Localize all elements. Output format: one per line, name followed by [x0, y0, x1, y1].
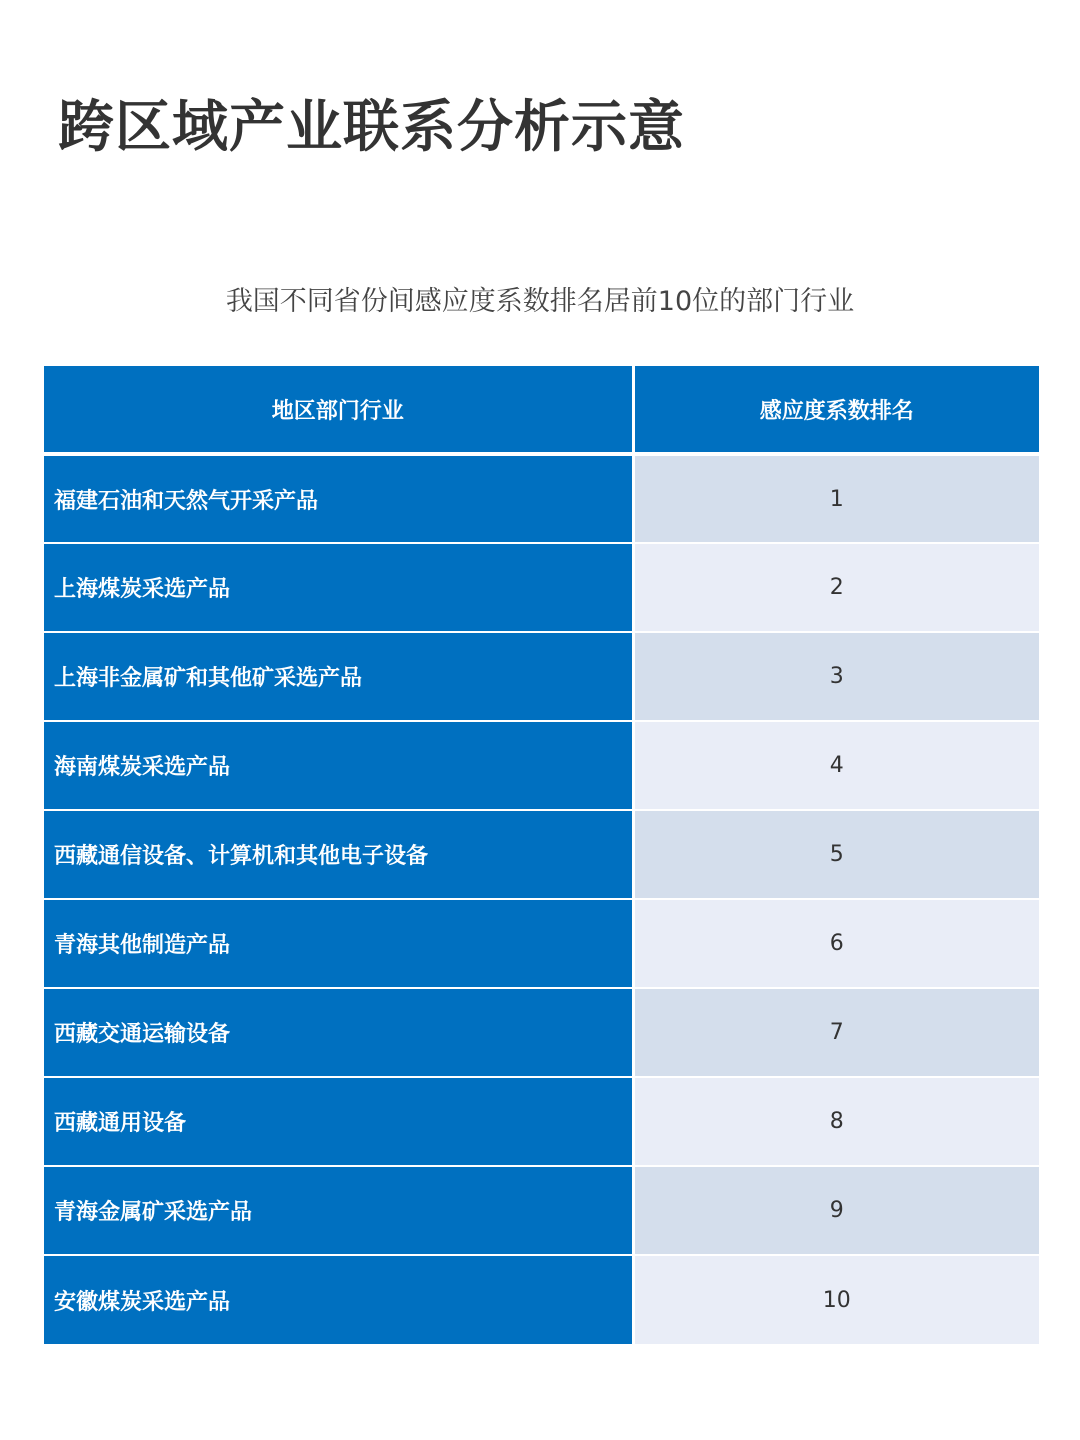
rank-cell: 7 [633, 988, 1039, 1077]
sector-cell: 安徽煤炭采选产品 [44, 1255, 633, 1344]
rank-cell: 6 [633, 899, 1039, 988]
table-row [44, 1077, 1039, 1166]
rank-cell: 1 [633, 454, 1039, 543]
sector-cell: 西藏通信设备、计算机和其他电子设备 [44, 810, 633, 899]
rank-cell: 10 [633, 1255, 1039, 1344]
sector-cell: 海南煤炭采选产品 [44, 721, 633, 810]
sector-cell: 西藏通用设备 [44, 1077, 633, 1166]
table-row [44, 454, 1039, 543]
rank-cell: 8 [633, 1077, 1039, 1166]
table-header [44, 366, 1039, 454]
sector-cell: 上海非金属矿和其他矿采选产品 [44, 632, 633, 721]
table-row [44, 1255, 1039, 1344]
sector-cell: 福建石油和天然气开采产品 [44, 454, 633, 543]
rank-cell: 2 [633, 543, 1039, 632]
table-row [44, 988, 1039, 1077]
rank-cell: 4 [633, 721, 1039, 810]
table-row [44, 899, 1039, 988]
column-header-rank: 感应度系数排名 [633, 366, 1039, 454]
column-header-sector: 地区部门行业 [44, 366, 633, 454]
rank-cell: 3 [633, 632, 1039, 721]
header-row [44, 366, 1039, 454]
ranking-table [44, 366, 1039, 1344]
table-row [44, 1166, 1039, 1255]
sector-cell: 青海金属矿采选产品 [44, 1166, 633, 1255]
page-title: 跨区域产业联系分析示意 [58, 95, 685, 160]
rank-cell: 9 [633, 1166, 1039, 1255]
rank-cell: 5 [633, 810, 1039, 899]
table-body [44, 454, 1039, 1344]
sector-cell: 西藏交通运输设备 [44, 988, 633, 1077]
sector-cell: 上海煤炭采选产品 [44, 543, 633, 632]
sector-cell: 青海其他制造产品 [44, 899, 633, 988]
table-caption: 我国不同省份间感应度系数排名居前10位的部门行业 [225, 286, 855, 317]
table-row [44, 810, 1039, 899]
table-row [44, 632, 1039, 721]
table-row [44, 543, 1039, 632]
table-row [44, 721, 1039, 810]
